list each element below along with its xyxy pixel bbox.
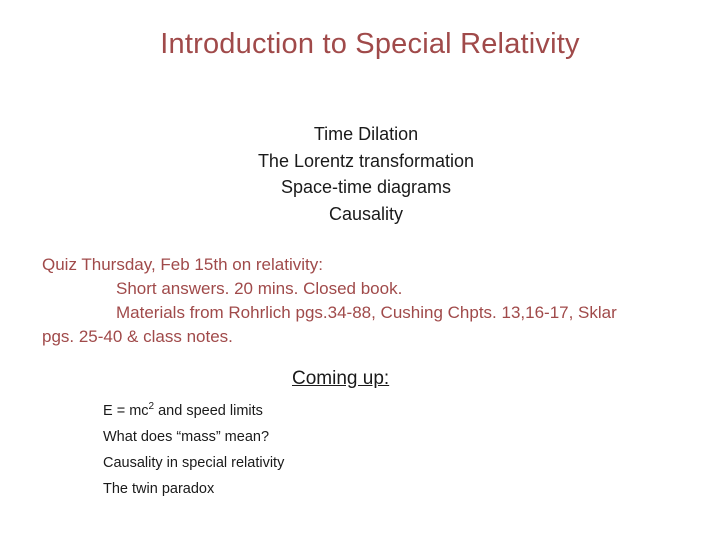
upcoming-item-causality: Causality in special relativity (103, 455, 285, 471)
upcoming-item-twin-paradox: The twin paradox (103, 481, 215, 497)
quiz-date-line: Quiz Thursday, Feb 15th on relativity: (42, 255, 323, 274)
topic-item: Causality (328, 203, 404, 224)
upcoming-list (103, 398, 284, 502)
equation-suffix: and speed limits (154, 403, 263, 419)
quiz-info (42, 253, 682, 349)
quiz-materials-line: Materials from Rohrlich pgs.34-88, Cushing Chpts. 13,16-17, Sklar (116, 303, 617, 322)
topic-item: Space-time diagrams (280, 177, 452, 197)
slide-title: Introduction to Special Relativity (160, 28, 580, 60)
upcoming-item-energy (103, 398, 284, 424)
equation-text: E = mc (103, 403, 149, 419)
topic-item: The Lorentz transformation (257, 150, 475, 171)
topic-item: Time Dilation (313, 124, 419, 144)
quiz-format-line: Short answers. 20 mins. Closed book. (116, 279, 403, 298)
quiz-materials-continued: pgs. 25-40 & class notes. (42, 327, 233, 346)
topic-list (0, 121, 720, 227)
coming-up-heading: Coming up: (292, 368, 390, 389)
upcoming-item-mass: What does “mass” mean? (103, 429, 270, 445)
exponent: 2 (148, 401, 155, 412)
